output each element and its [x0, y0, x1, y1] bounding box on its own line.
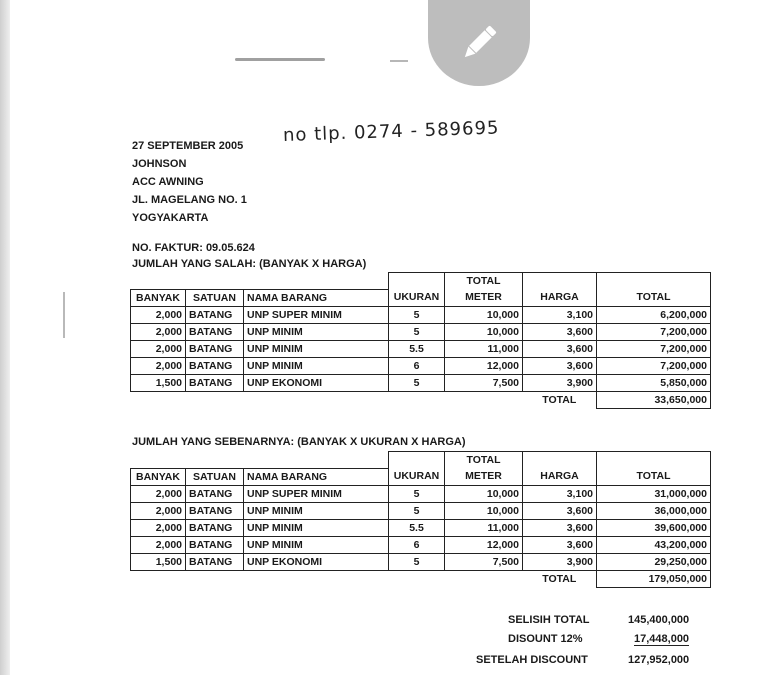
cell-satuan: BATANG — [186, 536, 244, 553]
edit-button[interactable] — [428, 0, 530, 86]
cell-nama: UNP MINIM — [244, 536, 389, 553]
col-header-satuan: SATUAN — [186, 289, 244, 306]
selisih-value: 145,400,000 — [628, 614, 690, 626]
cell-total: 5,850,000 — [597, 374, 711, 391]
cell-satuan: BATANG — [186, 306, 244, 323]
cell-nama: UNP MINIM — [244, 519, 389, 536]
col-header-banyak: BANYAK — [131, 468, 186, 485]
total-value: 33,650,000 — [597, 391, 711, 408]
table-header-row — [131, 452, 711, 469]
cell-banyak: 1,500 — [131, 374, 186, 391]
table-total-row — [131, 391, 711, 408]
cell-nama: UNP SUPER MINIM — [244, 306, 389, 323]
cell-nama: UNP MINIM — [244, 340, 389, 357]
cell-meter: 10,000 — [445, 485, 523, 502]
cell-banyak: 1,500 — [131, 553, 186, 570]
selisih-label: SELISIH TOTAL — [508, 614, 590, 626]
cell-banyak: 2,000 — [131, 306, 186, 323]
cell-meter: 11,000 — [445, 340, 523, 357]
after-discount-value: 127,952,000 — [628, 654, 690, 666]
cell-ukuran: 5.5 — [389, 519, 445, 536]
table-row — [131, 323, 711, 340]
invoice-number-label: NO. FAKTUR: 09.05.624 — [132, 242, 255, 254]
col-header-meter: METER — [445, 468, 523, 485]
col-header-meter: METER — [445, 289, 523, 306]
correct-amount-table — [130, 451, 711, 588]
cell-nama: UNP EKONOMI — [244, 553, 389, 570]
cell-harga: 3,600 — [523, 340, 597, 357]
cell-banyak: 2,000 — [131, 357, 186, 374]
cell-meter: 11,000 — [445, 519, 523, 536]
cell-ukuran: 5.5 — [389, 340, 445, 357]
cell-total: 7,200,000 — [597, 323, 711, 340]
cell-banyak: 2,000 — [131, 502, 186, 519]
cell-ukuran: 5 — [389, 553, 445, 570]
cell-total: 6,200,000 — [597, 306, 711, 323]
scan-smudge — [390, 60, 408, 62]
discount-value: 17,448,000 — [634, 633, 690, 645]
cell-harga: 3,900 — [523, 374, 597, 391]
cell-harga: 3,600 — [523, 519, 597, 536]
cell-ukuran: 5 — [389, 374, 445, 391]
total-label: TOTAL — [542, 393, 577, 406]
col-header-nama: NAMA BARANG — [244, 468, 389, 485]
col-header-total: TOTAL — [597, 468, 711, 485]
cell-meter: 10,000 — [445, 502, 523, 519]
invoice-number — [132, 240, 255, 256]
wrong-amount-title: JUMLAH YANG SALAH: (BANYAK X HARGA) — [132, 258, 367, 270]
after-discount-label: SETELAH DISCOUNT — [476, 654, 588, 666]
cell-satuan: BATANG — [186, 323, 244, 340]
table-row — [131, 485, 711, 502]
correct-amount-title: JUMLAH YANG SEBENARNYA: (BANYAK X UKURAN X HARGA) — [132, 436, 466, 448]
discount-label: DISOUNT 12% — [508, 633, 583, 645]
scan-smudge — [235, 58, 325, 61]
cell-satuan: BATANG — [186, 519, 244, 536]
cell-ukuran: 5 — [389, 323, 445, 340]
cell-meter: 10,000 — [445, 323, 523, 340]
cell-banyak: 2,000 — [131, 323, 186, 340]
cell-harga: 3,600 — [523, 502, 597, 519]
cell-total: 36,000,000 — [597, 502, 711, 519]
total-meter-header-top: TOTAL — [445, 452, 523, 469]
col-header-ukuran: UKURAN — [389, 289, 445, 306]
pencil-icon — [457, 21, 501, 65]
cell-satuan: BATANG — [186, 357, 244, 374]
cell-harga: 3,100 — [523, 306, 597, 323]
cell-ukuran: 5 — [389, 306, 445, 323]
cell-satuan: BATANG — [186, 340, 244, 357]
cell-ukuran: 6 — [389, 357, 445, 374]
table-header-row — [131, 289, 711, 306]
cell-banyak: 2,000 — [131, 340, 186, 357]
cell-ukuran: 6 — [389, 536, 445, 553]
cell-nama: UNP EKONOMI — [244, 374, 389, 391]
col-header-satuan: SATUAN — [186, 468, 244, 485]
table-row — [131, 519, 711, 536]
table-header-row — [131, 273, 711, 290]
cell-ukuran: 5 — [389, 485, 445, 502]
total-meter-header-top: TOTAL — [445, 273, 523, 290]
cell-banyak: 2,000 — [131, 536, 186, 553]
cell-harga: 3,600 — [523, 323, 597, 340]
company-name: ACC AWNING — [132, 176, 204, 188]
cell-nama: UNP MINIM — [244, 323, 389, 340]
col-header-nama: NAMA BARANG — [244, 289, 389, 306]
cell-total: 7,200,000 — [597, 357, 711, 374]
table-row — [131, 536, 711, 553]
cell-nama: UNP MINIM — [244, 357, 389, 374]
cell-banyak: 2,000 — [131, 519, 186, 536]
cell-total: 43,200,000 — [597, 536, 711, 553]
total-label: TOTAL — [542, 572, 577, 585]
total-value: 179,050,000 — [597, 570, 711, 587]
address-block — [132, 137, 247, 227]
col-header-ukuran: UKURAN — [389, 468, 445, 485]
cell-harga: 3,900 — [523, 553, 597, 570]
cell-harga: 3,600 — [523, 357, 597, 374]
col-header-harga: HARGA — [523, 289, 597, 306]
invoice-date: 27 SEPTEMBER 2005 — [132, 140, 244, 152]
cell-total: 31,000,000 — [597, 485, 711, 502]
cell-total: 29,250,000 — [597, 553, 711, 570]
cell-nama: UNP SUPER MINIM — [244, 485, 389, 502]
table-row — [131, 553, 711, 570]
city: YOGYAKARTA — [132, 212, 209, 224]
col-header-banyak: BANYAK — [131, 289, 186, 306]
cell-meter: 7,500 — [445, 553, 523, 570]
col-header-total: TOTAL — [597, 289, 711, 306]
cell-banyak: 2,000 — [131, 485, 186, 502]
col-header-harga: HARGA — [523, 468, 597, 485]
wrong-amount-table — [130, 272, 711, 409]
cell-satuan: BATANG — [186, 374, 244, 391]
handwritten-phone-note: no tlp. 0274 - 589695 — [282, 117, 500, 146]
cell-ukuran: 5 — [389, 502, 445, 519]
table-header-row — [131, 468, 711, 485]
cell-meter: 12,000 — [445, 536, 523, 553]
cell-satuan: BATANG — [186, 553, 244, 570]
cell-meter: 7,500 — [445, 374, 523, 391]
cell-meter: 12,000 — [445, 357, 523, 374]
page-edge — [0, 0, 10, 675]
street-address: JL. MAGELANG NO. 1 — [132, 194, 247, 206]
cell-satuan: BATANG — [186, 485, 244, 502]
cell-total: 39,600,000 — [597, 519, 711, 536]
customer-name: JOHNSON — [132, 158, 187, 170]
cell-harga: 3,600 — [523, 536, 597, 553]
cell-meter: 10,000 — [445, 306, 523, 323]
table-row — [131, 357, 711, 374]
cell-total: 7,200,000 — [597, 340, 711, 357]
margin-mark — [63, 292, 65, 338]
table-row — [131, 340, 711, 357]
table-row — [131, 502, 711, 519]
table-total-row — [131, 570, 711, 587]
table-row — [131, 306, 711, 323]
cell-satuan: BATANG — [186, 502, 244, 519]
cell-nama: UNP MINIM — [244, 502, 389, 519]
cell-harga: 3,100 — [523, 485, 597, 502]
table-row — [131, 374, 711, 391]
